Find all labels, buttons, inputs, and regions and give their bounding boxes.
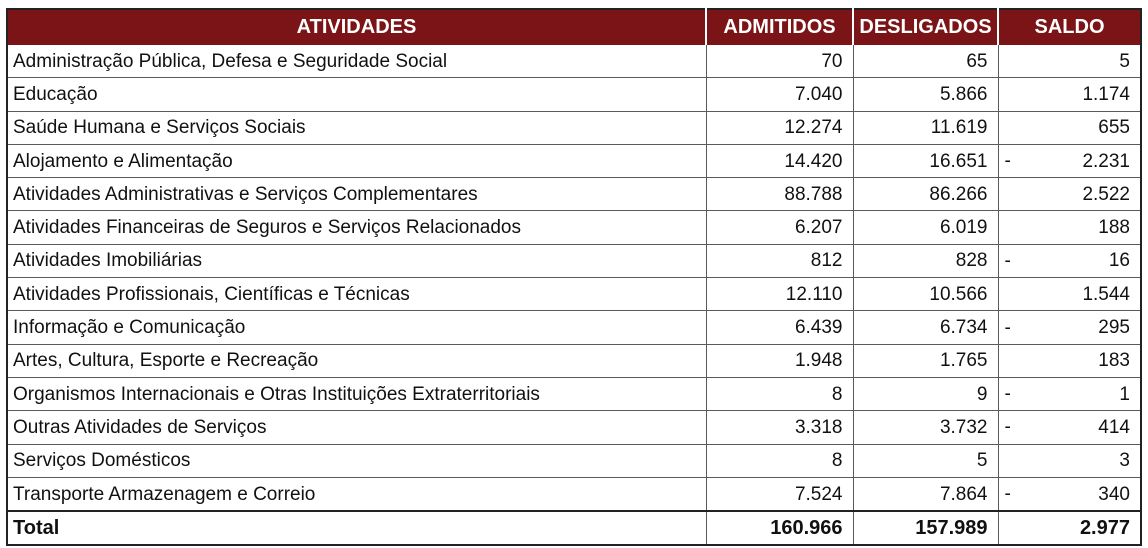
employment-table-container xyxy=(6,8,1140,546)
desligados-cell: 5.866 xyxy=(853,78,998,111)
activity-cell: Saúde Humana e Serviços Sociais xyxy=(7,111,706,144)
admitidos-cell: 70 xyxy=(706,45,853,78)
activity-cell: Atividades Financeiras de Seguros e Serviços Relacionados xyxy=(7,211,706,244)
saldo-cell xyxy=(998,344,1141,377)
table-row xyxy=(7,311,1141,344)
admitidos-cell: 12.110 xyxy=(706,278,853,311)
table-row xyxy=(7,344,1141,377)
saldo-cell xyxy=(998,211,1141,244)
saldo-value: 340 xyxy=(1098,483,1130,505)
admitidos-cell: 3.318 xyxy=(706,411,853,444)
negative-sign: - xyxy=(1004,383,1011,405)
table-row xyxy=(7,278,1141,311)
saldo-value: 2.231 xyxy=(1082,150,1130,172)
saldo-value: 188 xyxy=(1098,217,1130,239)
desligados-cell: 11.619 xyxy=(853,111,998,144)
table-row xyxy=(7,211,1141,244)
admitidos-cell: 12.274 xyxy=(706,111,853,144)
negative-sign: - xyxy=(1004,483,1011,505)
table-row xyxy=(7,377,1141,410)
activity-cell: Serviços Domésticos xyxy=(7,444,706,477)
admitidos-cell: 14.420 xyxy=(706,144,853,177)
desligados-cell: 6.019 xyxy=(853,211,998,244)
activity-cell: Organismos Internacionais e Otras Instituições Extraterritoriais xyxy=(7,377,706,410)
saldo-value: 414 xyxy=(1098,416,1130,438)
saldo-cell xyxy=(998,144,1141,177)
table-row xyxy=(7,477,1141,511)
admitidos-cell: 1.948 xyxy=(706,344,853,377)
desligados-cell: 10.566 xyxy=(853,278,998,311)
activity-cell: Alojamento e Alimentação xyxy=(7,144,706,177)
total-admitidos: 160.966 xyxy=(706,511,853,545)
negative-sign: - xyxy=(1004,317,1011,339)
saldo-value: 295 xyxy=(1098,317,1130,339)
admitidos-cell: 8 xyxy=(706,444,853,477)
admitidos-cell: 812 xyxy=(706,244,853,277)
saldo-cell xyxy=(998,111,1141,144)
total-desligados: 157.989 xyxy=(853,511,998,545)
desligados-cell: 1.765 xyxy=(853,344,998,377)
saldo-value: 5 xyxy=(1119,50,1130,72)
activity-cell: Administração Pública, Defesa e Seguridade Social xyxy=(7,45,706,78)
activity-cell: Transporte Armazenagem e Correio xyxy=(7,477,706,511)
desligados-cell: 7.864 xyxy=(853,477,998,511)
activity-cell: Atividades Imobiliárias xyxy=(7,244,706,277)
activity-cell: Atividades Profissionais, Científicas e Técnicas xyxy=(7,278,706,311)
saldo-value: 1.544 xyxy=(1082,283,1130,305)
admitidos-cell: 6.439 xyxy=(706,311,853,344)
admitidos-cell: 8 xyxy=(706,377,853,410)
table-row xyxy=(7,111,1141,144)
header-atividades: ATIVIDADES xyxy=(7,9,706,45)
desligados-cell: 86.266 xyxy=(853,178,998,211)
saldo-value: 3 xyxy=(1119,450,1130,472)
saldo-value: 1.174 xyxy=(1082,83,1130,105)
saldo-cell xyxy=(998,377,1141,410)
table-header xyxy=(7,9,1141,45)
table-row xyxy=(7,411,1141,444)
desligados-cell: 65 xyxy=(853,45,998,78)
header-saldo: SALDO xyxy=(998,9,1141,45)
activity-cell: Informação e Comunicação xyxy=(7,311,706,344)
activity-cell: Outras Atividades de Serviços xyxy=(7,411,706,444)
saldo-value: 2.522 xyxy=(1082,183,1130,205)
admitidos-cell: 6.207 xyxy=(706,211,853,244)
table-body xyxy=(7,45,1141,546)
header-row xyxy=(7,9,1141,45)
total-saldo: 2.977 xyxy=(998,511,1141,545)
desligados-cell: 5 xyxy=(853,444,998,477)
saldo-cell xyxy=(998,411,1141,444)
saldo-cell xyxy=(998,244,1141,277)
admitidos-cell: 7.524 xyxy=(706,477,853,511)
saldo-value: 1 xyxy=(1119,383,1130,405)
table-row xyxy=(7,178,1141,211)
desligados-cell: 16.651 xyxy=(853,144,998,177)
activity-cell: Atividades Administrativas e Serviços Complementares xyxy=(7,178,706,211)
negative-sign: - xyxy=(1004,150,1011,172)
admitidos-cell: 88.788 xyxy=(706,178,853,211)
negative-sign: - xyxy=(1004,250,1011,272)
table-row xyxy=(7,244,1141,277)
desligados-cell: 3.732 xyxy=(853,411,998,444)
saldo-value: 16 xyxy=(1108,250,1130,272)
saldo-cell xyxy=(998,444,1141,477)
desligados-cell: 6.734 xyxy=(853,311,998,344)
negative-sign: - xyxy=(1004,416,1011,438)
saldo-cell xyxy=(998,178,1141,211)
saldo-cell xyxy=(998,477,1141,511)
saldo-value: 655 xyxy=(1098,117,1130,139)
table-row xyxy=(7,444,1141,477)
admitidos-cell: 7.040 xyxy=(706,78,853,111)
saldo-cell xyxy=(998,45,1141,78)
saldo-cell xyxy=(998,278,1141,311)
table-row xyxy=(7,144,1141,177)
total-row xyxy=(7,511,1141,545)
saldo-value: 183 xyxy=(1098,350,1130,372)
header-admitidos: ADMITIDOS xyxy=(706,9,853,45)
saldo-cell xyxy=(998,311,1141,344)
header-desligados: DESLIGADOS xyxy=(853,9,998,45)
activity-cell: Educação xyxy=(7,78,706,111)
saldo-cell xyxy=(998,78,1141,111)
activity-cell: Artes, Cultura, Esporte e Recreação xyxy=(7,344,706,377)
table-row xyxy=(7,45,1141,78)
desligados-cell: 9 xyxy=(853,377,998,410)
table-row xyxy=(7,78,1141,111)
total-label: Total xyxy=(7,511,706,545)
desligados-cell: 828 xyxy=(853,244,998,277)
employment-table xyxy=(6,8,1142,546)
